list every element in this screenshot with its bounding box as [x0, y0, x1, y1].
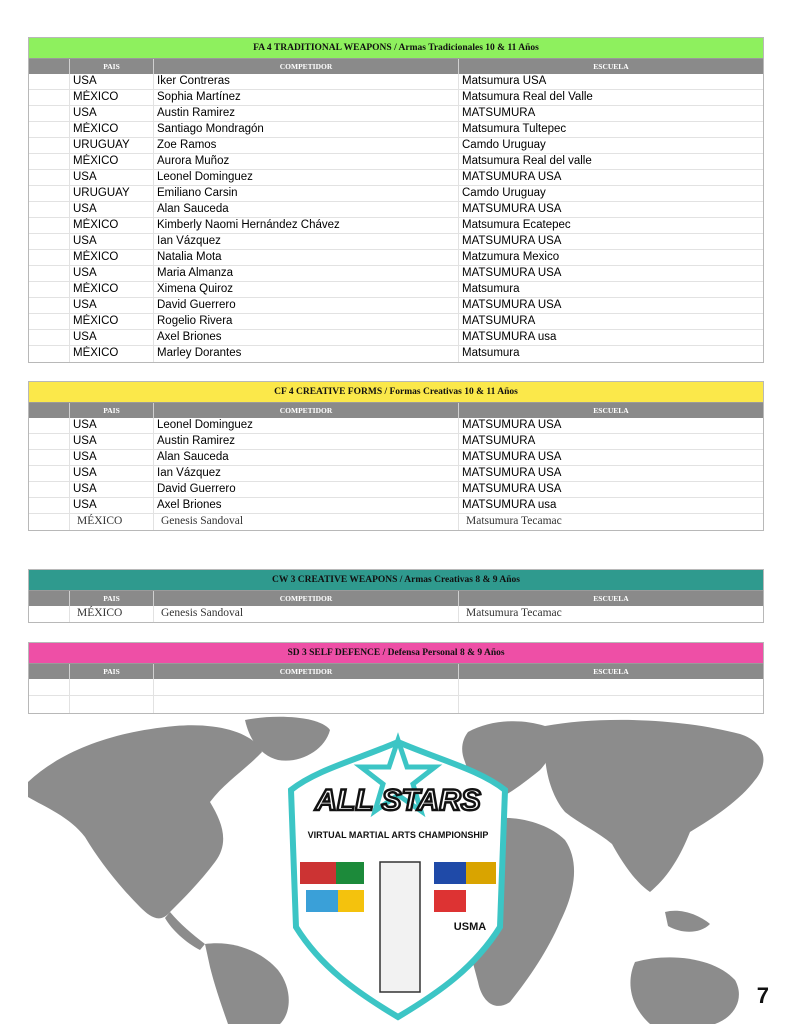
cell-index: [29, 138, 70, 153]
cell-escuela: Matsumura Ecatepec: [462, 219, 571, 231]
table-row: [29, 154, 763, 170]
table-header: [29, 59, 763, 74]
header-escuela: ESCUELA: [593, 667, 629, 676]
cell-escuela: Matsumura Tecamac: [466, 515, 562, 527]
cell-pais: MÉXICO: [70, 250, 154, 265]
cell-competidor: Leonel Dominguez: [154, 170, 459, 185]
cell-competidor: Zoe Ramos: [154, 138, 459, 153]
cell-escuela: Camdo Uruguay: [462, 187, 546, 199]
cell-index: [29, 170, 70, 185]
table-body: [29, 418, 763, 530]
table-row: [29, 466, 763, 482]
cell-index: [29, 450, 70, 465]
cell-competidor: Axel Briones: [154, 330, 459, 345]
cell-escuela: MATSUMURA: [462, 435, 536, 447]
cell-index: [29, 74, 70, 89]
cell-competidor: Genesis Sandoval: [154, 514, 459, 530]
cell-competidor: Alan Sauceda: [154, 450, 459, 465]
logo-subtitle: VIRTUAL MARTIAL ARTS CHAMPIONSHIP: [307, 830, 489, 840]
table-row: [29, 679, 763, 696]
cell-index: [29, 218, 70, 233]
section-self-defence: [28, 642, 764, 714]
table-row: [29, 234, 763, 250]
table-body: [29, 606, 763, 622]
cell-pais: MÉXICO: [70, 514, 154, 530]
cell-pais: USA: [70, 434, 154, 449]
table-row: [29, 74, 763, 90]
cell-competidor: Ian Vázquez: [154, 234, 459, 249]
cell-pais: MÉXICO: [70, 346, 154, 362]
cell-escuela: MATSUMURA USA: [462, 483, 562, 495]
header-pais: PAIS: [70, 59, 154, 74]
cell-index: [29, 298, 70, 313]
cell-competidor: Ximena Quiroz: [154, 282, 459, 297]
header-competidor: COMPETIDOR: [154, 403, 459, 418]
cell-competidor: Emiliano Carsin: [154, 186, 459, 201]
header-escuela: ESCUELA: [593, 62, 629, 71]
table-body: [29, 679, 763, 713]
cell-escuela: Matsumura USA: [462, 75, 547, 87]
cell-pais: USA: [70, 266, 154, 281]
cell-escuela: MATSUMURA USA: [462, 467, 562, 479]
cell-escuela: Matsumura: [462, 283, 520, 295]
section-title: SD 3 SELF DEFENCE / Defensa Personal 8 & 9 Años: [29, 643, 763, 664]
section-title: FA 4 TRADITIONAL WEAPONS / Armas Tradicionales 10 & 11 Años: [29, 38, 763, 59]
cell-index: [29, 234, 70, 249]
table-row: [29, 186, 763, 202]
cell-competidor: David Guerrero: [154, 482, 459, 497]
cell-pais: USA: [70, 482, 154, 497]
cell-pais: USA: [70, 202, 154, 217]
cell-escuela: Matsumura Tultepec: [462, 123, 567, 135]
cell-competidor: Santiago Mondragón: [154, 122, 459, 137]
table-row: [29, 346, 763, 362]
cell-pais: USA: [70, 450, 154, 465]
cell-index: [29, 482, 70, 497]
cell-pais: MÉXICO: [70, 314, 154, 329]
cell-escuela: Matsumura Real del Valle: [462, 91, 593, 103]
cell-competidor: Sophia Martínez: [154, 90, 459, 105]
cell-pais: MÉXICO: [70, 218, 154, 233]
cell-escuela: MATSUMURA USA: [462, 235, 562, 247]
table-row: [29, 606, 763, 622]
table-row: [29, 498, 763, 514]
cell-escuela: MATSUMURA USA: [462, 451, 562, 463]
table-row: [29, 90, 763, 106]
header-competidor: COMPETIDOR: [154, 664, 459, 679]
cell-pais: USA: [70, 298, 154, 313]
cell-pais: MÉXICO: [70, 122, 154, 137]
table-row: [29, 122, 763, 138]
cell-competidor: Maria Almanza: [154, 266, 459, 281]
section-title: CF 4 CREATIVE FORMS / Formas Creativas 10 & 11 Años: [29, 382, 763, 403]
cell-escuela: MATSUMURA usa: [462, 331, 557, 343]
logo-title: ALL STARS: [315, 784, 481, 817]
cell-pais: USA: [70, 466, 154, 481]
cell-index: [29, 330, 70, 345]
page-number: 7: [756, 983, 769, 1008]
cell-index: [29, 122, 70, 137]
cell-competidor: Natalia Mota: [154, 250, 459, 265]
table-row: [29, 314, 763, 330]
cell-competidor: Iker Contreras: [154, 74, 459, 89]
table-row: [29, 202, 763, 218]
cell-pais: USA: [70, 170, 154, 185]
cell-index: [29, 679, 70, 695]
cell-index: [29, 250, 70, 265]
table-header: [29, 664, 763, 679]
cell-escuela: MATSUMURA USA: [462, 299, 562, 311]
cell-index: [29, 266, 70, 281]
section-creative-forms: [28, 381, 764, 531]
table-row: [29, 266, 763, 282]
cell-escuela: MATSUMURA: [462, 315, 536, 327]
table-row: [29, 298, 763, 314]
cell-index: [29, 418, 70, 433]
cell-competidor: Austin Ramirez: [154, 106, 459, 121]
section-traditional-weapons: [28, 37, 764, 363]
cell-pais: MÉXICO: [70, 90, 154, 105]
cell-index: [29, 106, 70, 121]
cell-escuela: Camdo Uruguay: [462, 139, 546, 151]
cell-index: [29, 498, 70, 513]
section-title: CW 3 CREATIVE WEAPONS / Armas Creativas 8 & 9 Años: [29, 570, 763, 591]
cell-escuela: MATSUMURA USA: [462, 267, 562, 279]
table-row: [29, 418, 763, 434]
table-row: [29, 450, 763, 466]
cell-escuela: MATSUMURA USA: [462, 419, 562, 431]
cell-index: [29, 202, 70, 217]
cell-pais: USA: [70, 330, 154, 345]
cell-competidor: Ian Vázquez: [154, 466, 459, 481]
cell-pais: MÉXICO: [70, 606, 154, 622]
header-pais: PAIS: [70, 591, 154, 606]
cell-escuela: Matzumura Mexico: [462, 251, 560, 263]
cell-pais: URUGUAY: [70, 186, 154, 201]
cell-escuela: MATSUMURA USA: [462, 203, 562, 215]
cell-pais: MÉXICO: [70, 154, 154, 169]
cell-escuela: [459, 696, 763, 713]
cell-competidor: Austin Ramirez: [154, 434, 459, 449]
cell-index: [29, 434, 70, 449]
table-row: [29, 330, 763, 346]
cell-index: [29, 606, 70, 622]
cell-pais: [70, 696, 154, 713]
cell-competidor: Aurora Muñoz: [154, 154, 459, 169]
logo-badge: USMA: [453, 921, 487, 933]
cell-escuela: Matsumura: [462, 347, 520, 359]
header-escuela: ESCUELA: [593, 406, 629, 415]
cell-competidor: [154, 679, 459, 695]
cell-competidor: David Guerrero: [154, 298, 459, 313]
table-row: [29, 482, 763, 498]
cell-escuela: Matsumura Tecamac: [466, 607, 562, 619]
cell-pais: USA: [70, 74, 154, 89]
world-map-image: [0, 712, 791, 1024]
header-pais: PAIS: [70, 664, 154, 679]
section-creative-weapons: [28, 569, 764, 623]
cell-pais: [70, 679, 154, 695]
table-header: [29, 591, 763, 606]
cell-index: [29, 314, 70, 329]
cell-competidor: Kimberly Naomi Hernández Chávez: [154, 218, 459, 233]
table-row: [29, 170, 763, 186]
cell-escuela: Matsumura Real del valle: [462, 155, 592, 167]
cell-pais: USA: [70, 418, 154, 433]
cell-escuela: MATSUMURA USA: [462, 171, 562, 183]
cell-index: [29, 154, 70, 169]
cell-index: [29, 186, 70, 201]
cell-competidor: [154, 696, 459, 713]
all-stars-logo: [291, 740, 505, 1017]
cell-index: [29, 696, 70, 713]
cell-escuela: MATSUMURA: [462, 107, 536, 119]
cell-pais: URUGUAY: [70, 138, 154, 153]
cell-competidor: Axel Briones: [154, 498, 459, 513]
table-row: [29, 282, 763, 298]
table-row: [29, 434, 763, 450]
cell-escuela: MATSUMURA usa: [462, 499, 557, 511]
header-competidor: COMPETIDOR: [154, 591, 459, 606]
cell-index: [29, 466, 70, 481]
table-row: [29, 514, 763, 530]
cell-index: [29, 346, 70, 362]
cell-escuela: [459, 679, 763, 695]
table-row: [29, 138, 763, 154]
cell-pais: USA: [70, 234, 154, 249]
cell-index: [29, 90, 70, 105]
table-header: [29, 403, 763, 418]
cell-competidor: Rogelio Rivera: [154, 314, 459, 329]
header-pais: PAIS: [70, 403, 154, 418]
table-row: [29, 696, 763, 713]
cell-competidor: Marley Dorantes: [154, 346, 459, 362]
cell-competidor: Genesis Sandoval: [154, 606, 459, 622]
header-competidor: COMPETIDOR: [154, 59, 459, 74]
table-row: [29, 106, 763, 122]
table-row: [29, 218, 763, 234]
cell-index: [29, 282, 70, 297]
cell-pais: USA: [70, 498, 154, 513]
cell-pais: USA: [70, 106, 154, 121]
cell-competidor: Leonel Dominguez: [154, 418, 459, 433]
cell-index: [29, 514, 70, 530]
cell-competidor: Alan Sauceda: [154, 202, 459, 217]
table-row: [29, 250, 763, 266]
header-escuela: ESCUELA: [593, 594, 629, 603]
table-body: [29, 74, 763, 362]
cell-pais: MÉXICO: [70, 282, 154, 297]
